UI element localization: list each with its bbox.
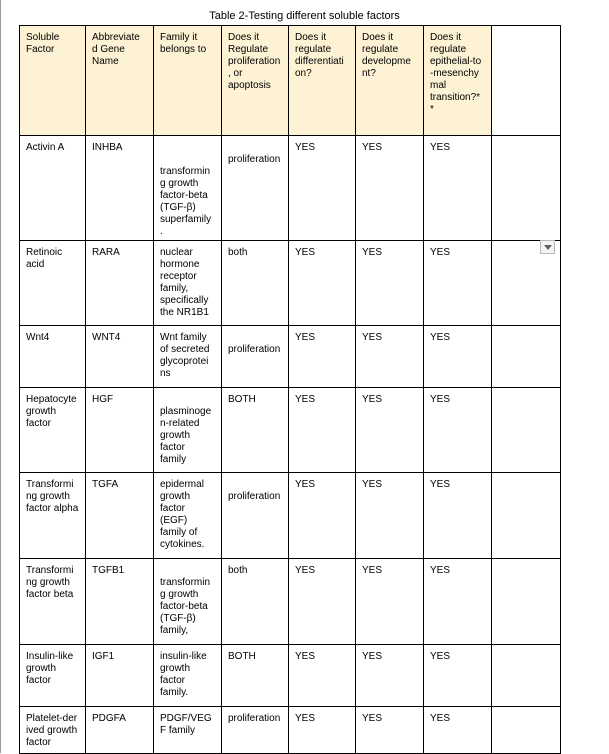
gene-cell: HGF bbox=[86, 388, 154, 473]
differentiation-cell: YES bbox=[289, 559, 356, 645]
family-cell: transformin g growth factor-beta (TGF-β) superfamily . bbox=[154, 136, 222, 241]
proliferation-cell: both bbox=[222, 559, 289, 645]
development-cell: YES bbox=[356, 241, 424, 326]
family-cell: epidermal growth factor (EGF) family of cytokines. bbox=[154, 473, 222, 559]
table-row bbox=[20, 241, 561, 326]
family-cell: plasminoge n-related growth factor family bbox=[154, 388, 222, 473]
extra-cell bbox=[492, 326, 561, 388]
differentiation-cell: YES bbox=[289, 645, 356, 707]
table-row bbox=[20, 707, 561, 754]
table-row bbox=[20, 473, 561, 559]
development-cell: YES bbox=[356, 645, 424, 707]
differentiation-cell: YES bbox=[289, 326, 356, 388]
extra-cell bbox=[492, 707, 561, 754]
proliferation-cell: BOTH bbox=[222, 388, 289, 473]
development-cell: YES bbox=[356, 559, 424, 645]
family-cell: nuclear hormone receptor family, specifically the NR1B1 bbox=[154, 241, 222, 326]
gene-cell: INHBA bbox=[86, 136, 154, 241]
differentiation-cell: YES bbox=[289, 388, 356, 473]
emt-cell: YES bbox=[424, 645, 492, 707]
extra-cell bbox=[492, 645, 561, 707]
header-cell: Does it regulate developme nt? bbox=[356, 26, 424, 136]
emt-cell: YES bbox=[424, 707, 492, 754]
emt-cell: YES bbox=[424, 473, 492, 559]
differentiation-cell: YES bbox=[289, 707, 356, 754]
dropdown-arrow-icon[interactable] bbox=[540, 240, 555, 254]
header-cell bbox=[492, 26, 561, 136]
family-cell: insulin-like growth factor family. bbox=[154, 645, 222, 707]
development-cell: YES bbox=[356, 326, 424, 388]
soluble-factors-table bbox=[19, 25, 561, 754]
header-cell: Family it belongs to bbox=[154, 26, 222, 136]
proliferation-cell: both bbox=[222, 241, 289, 326]
factor-cell: Insulin-like growth factor bbox=[20, 645, 86, 707]
gene-cell: TGFB1 bbox=[86, 559, 154, 645]
header-cell: Abbreviate d Gene Name bbox=[86, 26, 154, 136]
table-row bbox=[20, 136, 561, 241]
development-cell: YES bbox=[356, 473, 424, 559]
factor-cell: Retinoic acid bbox=[20, 241, 86, 326]
extra-cell bbox=[492, 559, 561, 645]
table-row bbox=[20, 645, 561, 707]
proliferation-cell: proliferation bbox=[222, 136, 289, 241]
factor-cell: Transformi ng growth factor beta bbox=[20, 559, 86, 645]
family-cell: transformin g growth factor-beta (TGF-β) family, bbox=[154, 559, 222, 645]
extra-cell bbox=[492, 473, 561, 559]
proliferation-cell: BOTH bbox=[222, 645, 289, 707]
table-caption: Table 2-Testing different soluble factors bbox=[209, 10, 400, 22]
differentiation-cell: YES bbox=[289, 241, 356, 326]
gene-cell: RARA bbox=[86, 241, 154, 326]
emt-cell: YES bbox=[424, 388, 492, 473]
gene-cell: WNT4 bbox=[86, 326, 154, 388]
factor-cell: Transformi ng growth factor alpha bbox=[20, 473, 86, 559]
factor-cell: Wnt4 bbox=[20, 326, 86, 388]
emt-cell: YES bbox=[424, 136, 492, 241]
gene-cell: IGF1 bbox=[86, 645, 154, 707]
table-row bbox=[20, 326, 561, 388]
header-cell: Does it regulate epithelial-to -mesenchy mal transition?* * bbox=[424, 26, 492, 136]
factor-cell: Platelet-der ived growth factor bbox=[20, 707, 86, 754]
development-cell: YES bbox=[356, 388, 424, 473]
extra-cell bbox=[492, 388, 561, 473]
differentiation-cell: YES bbox=[289, 136, 356, 241]
gene-cell: PDGFA bbox=[86, 707, 154, 754]
development-cell: YES bbox=[356, 136, 424, 241]
emt-cell: YES bbox=[424, 326, 492, 388]
header-cell: Does it Regulate proliferation , or apoptosis bbox=[222, 26, 289, 136]
family-cell: PDGF/VEG F family bbox=[154, 707, 222, 754]
factor-cell: Activin A bbox=[20, 136, 86, 241]
header-cell: Soluble Factor bbox=[20, 26, 86, 136]
emt-cell: YES bbox=[424, 241, 492, 326]
differentiation-cell: YES bbox=[289, 473, 356, 559]
proliferation-cell: proliferation bbox=[222, 326, 289, 388]
family-cell: Wnt family of secreted glycoprotei ns bbox=[154, 326, 222, 388]
factor-cell: Hepatocyte growth factor bbox=[20, 388, 86, 473]
header-cell: Does it regulate differentiati on? bbox=[289, 26, 356, 136]
table-row bbox=[20, 388, 561, 473]
page-edge bbox=[0, 0, 1, 753]
extra-cell bbox=[492, 136, 561, 241]
proliferation-cell: proliferation bbox=[222, 707, 289, 754]
table-row bbox=[20, 559, 561, 645]
emt-cell: YES bbox=[424, 559, 492, 645]
header-row bbox=[20, 26, 561, 136]
gene-cell: TGFA bbox=[86, 473, 154, 559]
development-cell: YES bbox=[356, 707, 424, 754]
proliferation-cell: proliferation bbox=[222, 473, 289, 559]
